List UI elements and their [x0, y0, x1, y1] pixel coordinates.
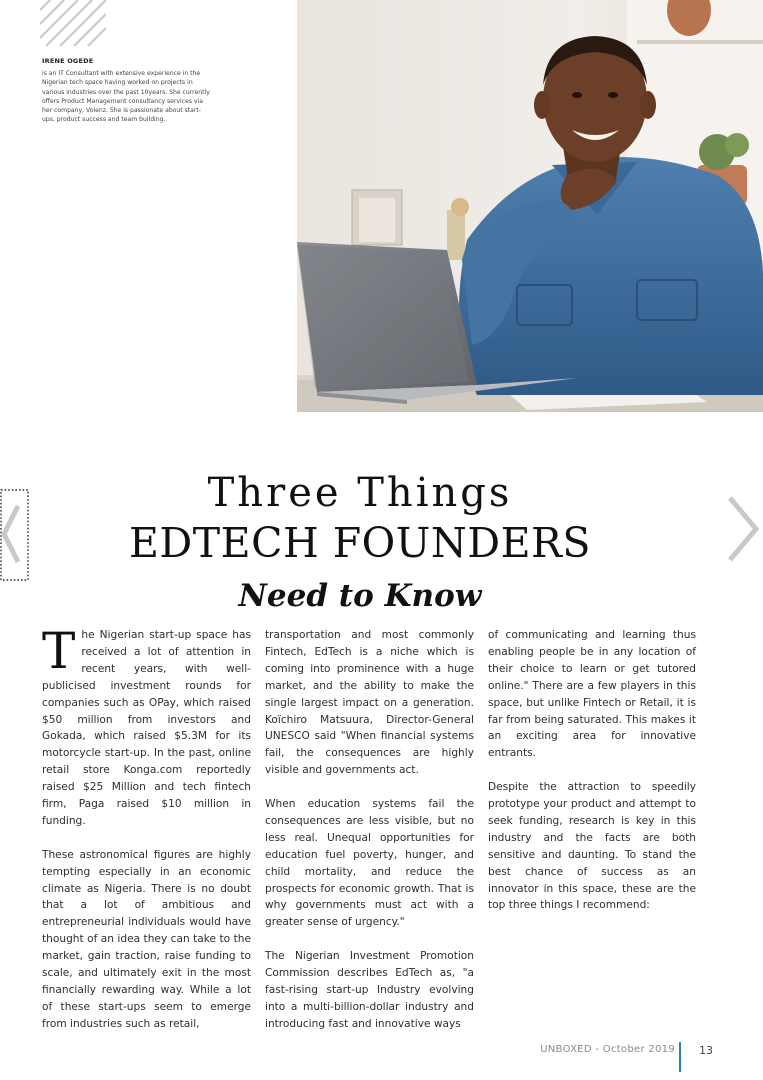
article-column-2 [265, 627, 474, 1050]
article-paragraph: These astronomical figures are highly tempting especially in an economic climate as Nigeria. There is no doubt that a lot of ambitious and entrepreneurial individuals would have thought of an idea they can take to the market, gain traction, raise funding to scale, and ultimately exit in the most financially rewarding way. While a lot of these start-ups seem to emerge from industries such as retail, [42, 848, 251, 1030]
article-column-3 [488, 627, 696, 931]
publication-label: UNBOXED - October 2019 [540, 1044, 675, 1055]
article-paragraph: When education systems fail the consequences are less visible, but no less real. Unequal opportunities for education fuel poverty, hunger, and child mortality, and reduce the prospects for economic growth. That is why governments must act with a greater sense of urgency." [265, 798, 474, 929]
decorative-stripes [40, 0, 106, 46]
article-column-1 [42, 622, 251, 1050]
article-paragraph: transportation and most commonly Fintech, EdTech is a niche which is coming into prominence with a huge market, and the ability to make the single largest impact on a generation. Koïchiro Matsuura, Director-General UNESCO said "When financial systems fail, the consequences are highly visible and governments act. [265, 629, 474, 777]
author-bio: is an IT Consultant with extensive experience in the Nigerian tech space having worked on projects in various industries over the past 10years. She currently offers Product Management consultancy services via her company, Volenz. She is passionate about start-ups, product success and team building. [42, 70, 210, 124]
article-paragraph: Despite the attraction to speedily prototype your product and attempt to seek funding, research is key in this industry and the facts are both sensitive and daunting. To stand the best chance of success as an innovator in this space, these are the top three things I recommend: [488, 781, 696, 912]
article-paragraph: of communicating and learning thus enabling people be in any location of their choice to learn or get tutored online." There are a few players in this space, but unlike Fintech or Retail, it is far from being saturated. This makes it an exciting area for innovative entrants. [488, 629, 696, 760]
author-box [42, 57, 212, 125]
author-name: IRENE OGEDE [42, 57, 94, 65]
headline-line1: Three Things [207, 470, 513, 516]
hero-photo [297, 0, 763, 412]
article-paragraph: The Nigerian Investment Promotion Commission describes EdTech as, "a fast-rising start-up Industry evolving into a multi-billion-dollar industry and introducing fast and innovative ways [265, 950, 474, 1030]
headline-line2: EDTECH FOUNDERS [129, 519, 591, 567]
photo-illustration [297, 0, 763, 412]
chevron-right-icon[interactable] [722, 492, 763, 566]
dropcap: T [42, 622, 76, 680]
page-number: 13 [699, 1044, 713, 1057]
article-paragraph [42, 622, 251, 830]
headline-line3: Need to Know [238, 578, 482, 614]
paragraph-text: he Nigerian start-up space has received a lot of attention in recent years, with well-publicised investment rounds for companies such as OPay, which raised $50 million from investors and Gokada, which raised $5.3M for its motorcycle start-up. In the past, online retail store Konga.com reportedly raised $25 Million and tech fintech firm, Paga raised $10 million in funding. [42, 629, 251, 827]
page-footer [0, 1042, 763, 1072]
footer-divider [679, 1042, 681, 1072]
